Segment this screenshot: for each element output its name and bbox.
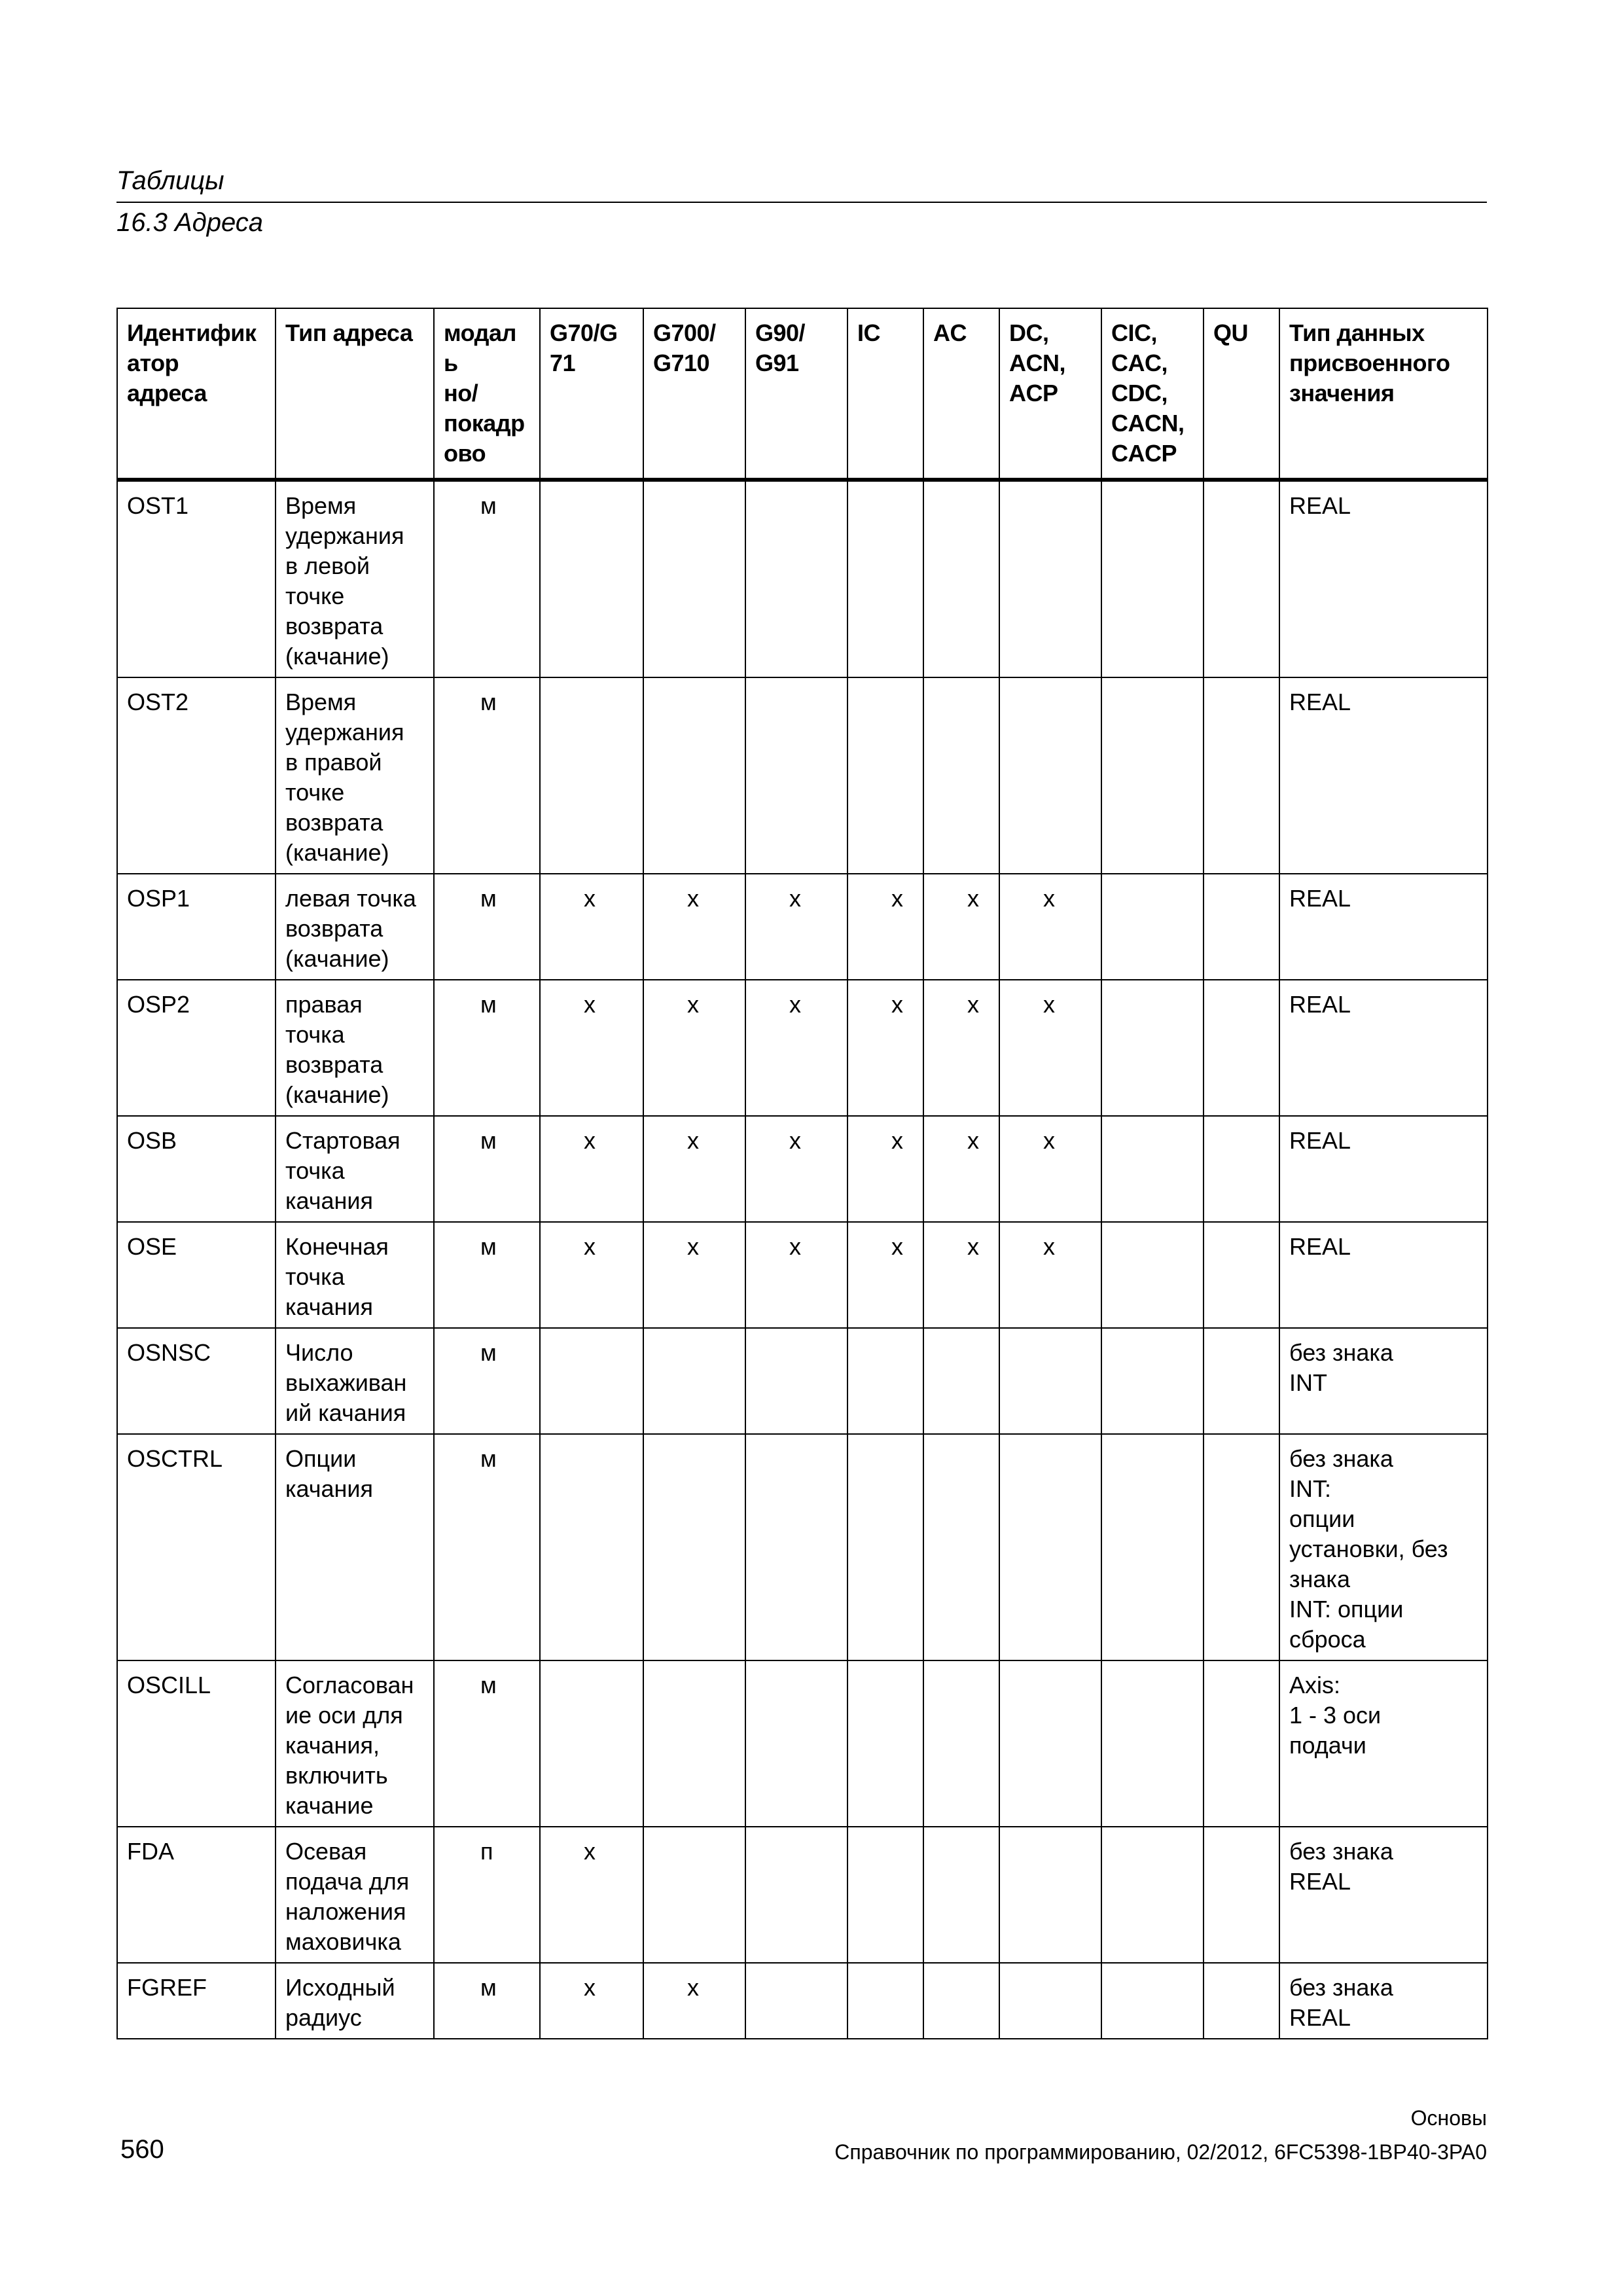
table-cell: [1101, 874, 1204, 980]
table-cell: [847, 1963, 923, 2039]
table-cell: [923, 1827, 999, 1963]
table-cell: [643, 1434, 745, 1660]
table-cell: x: [643, 1963, 745, 2039]
table-cell: м: [434, 1660, 540, 1827]
table-cell: Опции качания: [276, 1434, 434, 1660]
table-cell: [847, 1434, 923, 1660]
table-cell: FGREF: [117, 1963, 276, 2039]
table-cell: [745, 1434, 847, 1660]
table-cell: [847, 1328, 923, 1434]
table-cell: [847, 480, 923, 677]
table-cell: [847, 677, 923, 874]
table-cell: REAL: [1279, 874, 1488, 980]
table-cell: [1101, 1222, 1204, 1328]
table-cell: x: [540, 1116, 643, 1222]
table-cell: [1204, 980, 1279, 1116]
table-cell: п: [434, 1827, 540, 1963]
table-cell: [540, 677, 643, 874]
table-cell: x: [540, 874, 643, 980]
table-cell: x: [923, 980, 999, 1116]
table-cell: Исходный радиус: [276, 1963, 434, 2039]
table-cell: [1204, 1116, 1279, 1222]
table-cell: [923, 1434, 999, 1660]
table-row: [117, 1963, 1488, 2039]
table-cell: FDA: [117, 1827, 276, 1963]
table-cell: без знака INT: опции установки, без знака INT: опции сброса: [1279, 1434, 1488, 1660]
table-cell: [745, 480, 847, 677]
column-header: Тип данных присвоенного значения: [1279, 308, 1488, 480]
table-cell: м: [434, 980, 540, 1116]
table-cell: x: [643, 980, 745, 1116]
table-body: [117, 480, 1488, 2039]
table-header-row: [117, 308, 1488, 480]
table-cell: [1204, 480, 1279, 677]
column-header: AC: [923, 308, 999, 480]
column-header: Тип адреса: [276, 308, 434, 480]
table-cell: [1204, 874, 1279, 980]
table-cell: [1204, 677, 1279, 874]
table-cell: x: [745, 874, 847, 980]
table-cell: Осевая подача для наложения маховичка: [276, 1827, 434, 1963]
table-cell: без знака REAL: [1279, 1827, 1488, 1963]
table-cell: без знака INT: [1279, 1328, 1488, 1434]
table-cell: левая точка возврата (качание): [276, 874, 434, 980]
column-header: G70/G 71: [540, 308, 643, 480]
table-cell: REAL: [1279, 980, 1488, 1116]
table-cell: м: [434, 677, 540, 874]
table-cell: [923, 480, 999, 677]
table-cell: [1101, 1660, 1204, 1827]
table-cell: [540, 1434, 643, 1660]
table-cell: [999, 1660, 1101, 1827]
table-cell: x: [999, 980, 1101, 1116]
column-header: IC: [847, 308, 923, 480]
table-cell: [999, 1434, 1101, 1660]
table-cell: [1101, 1434, 1204, 1660]
table-cell: [540, 480, 643, 677]
table-cell: [999, 1328, 1101, 1434]
section-title: 16.3 Адреса: [116, 208, 264, 237]
table-cell: [999, 1827, 1101, 1963]
table-cell: OST2: [117, 677, 276, 874]
table-cell: [923, 1963, 999, 2039]
table-cell: [643, 1660, 745, 1827]
table-cell: [1101, 677, 1204, 874]
table-cell: x: [540, 1963, 643, 2039]
table-cell: [1204, 1963, 1279, 2039]
table-cell: x: [540, 1222, 643, 1328]
table-cell: м: [434, 1963, 540, 2039]
table-cell: [1204, 1328, 1279, 1434]
table-cell: x: [999, 874, 1101, 980]
table-cell: [847, 1660, 923, 1827]
table-cell: x: [540, 980, 643, 1116]
table-cell: Согласован ие оси для качания, включить качание: [276, 1660, 434, 1827]
table-cell: [745, 1660, 847, 1827]
table-cell: x: [847, 1222, 923, 1328]
table-cell: без знака REAL: [1279, 1963, 1488, 2039]
table-cell: REAL: [1279, 480, 1488, 677]
table-cell: [1204, 1222, 1279, 1328]
table-cell: [643, 1328, 745, 1434]
table-cell: x: [923, 1222, 999, 1328]
table-cell: [643, 1827, 745, 1963]
table-cell: OST1: [117, 480, 276, 677]
table-cell: x: [540, 1827, 643, 1963]
table-cell: [923, 1328, 999, 1434]
table-cell: Axis: 1 - 3 оси подачи: [1279, 1660, 1488, 1827]
address-table: [116, 308, 1488, 2039]
footer-book-title: Основы: [1410, 2106, 1487, 2130]
table-cell: x: [847, 980, 923, 1116]
table-cell: x: [847, 1116, 923, 1222]
table-cell: [1101, 1963, 1204, 2039]
table-cell: м: [434, 874, 540, 980]
table-cell: [745, 1963, 847, 2039]
table-cell: OSCILL: [117, 1660, 276, 1827]
table-cell: м: [434, 480, 540, 677]
table-cell: REAL: [1279, 677, 1488, 874]
table-cell: x: [923, 874, 999, 980]
table-cell: OSNSC: [117, 1328, 276, 1434]
table-cell: x: [847, 874, 923, 980]
table-cell: [745, 1827, 847, 1963]
table-cell: [1101, 480, 1204, 677]
table-cell: [847, 1827, 923, 1963]
table-cell: [999, 480, 1101, 677]
table-cell: [1204, 1434, 1279, 1660]
table-cell: REAL: [1279, 1116, 1488, 1222]
table-cell: OSE: [117, 1222, 276, 1328]
column-header: CIC, CAC, CDC, CACN, CACP: [1101, 308, 1204, 480]
table-cell: [745, 677, 847, 874]
chapter-title: Таблицы: [116, 166, 224, 195]
table-cell: x: [745, 1222, 847, 1328]
column-header: DC, ACN, ACP: [999, 308, 1101, 480]
table-cell: [643, 480, 745, 677]
table-row: [117, 1222, 1488, 1328]
table-cell: Время удержания в правой точке возврата (качание): [276, 677, 434, 874]
table-cell: [1101, 980, 1204, 1116]
table-cell: [745, 1328, 847, 1434]
table-row: [117, 1660, 1488, 1827]
column-header: Идентифик атор адреса: [117, 308, 276, 480]
column-header: модаль но/ покадр ово: [434, 308, 540, 480]
column-header: G90/ G91: [745, 308, 847, 480]
table-cell: x: [745, 1116, 847, 1222]
page-number: 560: [120, 2135, 164, 2164]
table-cell: x: [745, 980, 847, 1116]
table-cell: правая точка возврата (качание): [276, 980, 434, 1116]
table-cell: [1101, 1827, 1204, 1963]
table-cell: x: [643, 1222, 745, 1328]
table-cell: [923, 1660, 999, 1827]
footer-reference: Справочник по программированию, 02/2012, 6FC5398-1BP40-3PA0: [834, 2140, 1487, 2164]
table-row: [117, 980, 1488, 1116]
table-row: [117, 1116, 1488, 1222]
table-row: [117, 677, 1488, 874]
table-cell: OSP2: [117, 980, 276, 1116]
column-header: QU: [1204, 308, 1279, 480]
table-row: [117, 874, 1488, 980]
table-row: [117, 1328, 1488, 1434]
table-cell: м: [434, 1116, 540, 1222]
table-cell: OSB: [117, 1116, 276, 1222]
table-cell: [1101, 1116, 1204, 1222]
table-cell: м: [434, 1328, 540, 1434]
table-cell: [540, 1328, 643, 1434]
table-row: [117, 1827, 1488, 1963]
table-cell: [643, 677, 745, 874]
table-cell: Число выхаживан ий качания: [276, 1328, 434, 1434]
table-cell: м: [434, 1222, 540, 1328]
table-cell: [1101, 1328, 1204, 1434]
table-cell: x: [923, 1116, 999, 1222]
table-cell: Время удержания в левой точке возврата (качание): [276, 480, 434, 677]
table-cell: [999, 1963, 1101, 2039]
table-row: [117, 1434, 1488, 1660]
table-cell: REAL: [1279, 1222, 1488, 1328]
header-rule: [116, 202, 1487, 203]
column-header: G700/ G710: [643, 308, 745, 480]
table-cell: [540, 1660, 643, 1827]
table-cell: x: [643, 1116, 745, 1222]
table-cell: x: [643, 874, 745, 980]
table-cell: м: [434, 1434, 540, 1660]
table-cell: [923, 677, 999, 874]
table-cell: Конечная точка качания: [276, 1222, 434, 1328]
table-cell: [1204, 1660, 1279, 1827]
table-cell: [1204, 1827, 1279, 1963]
table-row: [117, 480, 1488, 677]
page-header: [116, 162, 1487, 241]
table-cell: [999, 677, 1101, 874]
table-cell: Стартовая точка качания: [276, 1116, 434, 1222]
table-cell: x: [999, 1116, 1101, 1222]
table-cell: OSCTRL: [117, 1434, 276, 1660]
table-cell: OSP1: [117, 874, 276, 980]
table-cell: x: [999, 1222, 1101, 1328]
